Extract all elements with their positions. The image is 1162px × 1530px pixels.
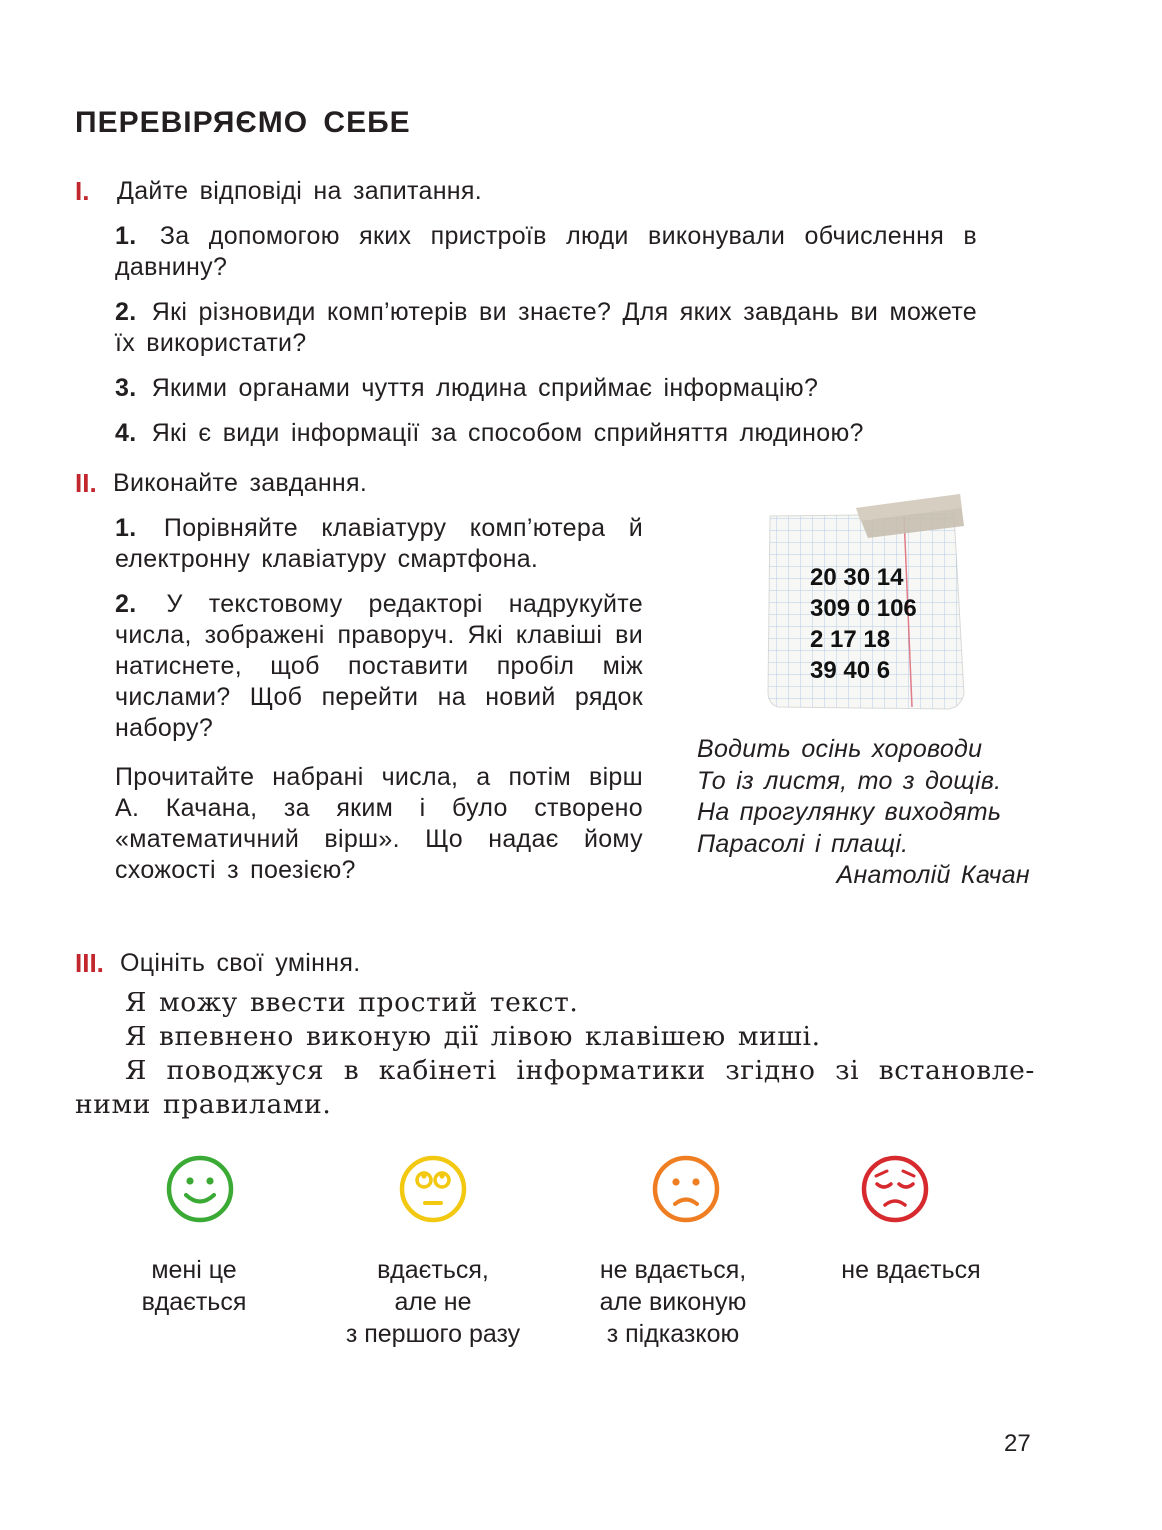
caption-line: вдається, — [377, 1256, 489, 1284]
caption-line: з підказкою — [606, 1320, 740, 1348]
caption-line: але не — [394, 1288, 472, 1316]
caption-line: вдається — [141, 1288, 247, 1316]
poem-line: На прогулянку виходять — [697, 798, 1002, 826]
happy-face-icon — [165, 1154, 235, 1224]
question-4 — [115, 418, 1015, 449]
question-number: 1. — [115, 222, 137, 250]
section-2-number: II. — [75, 468, 97, 498]
poem-author: Анатолій Качан — [836, 861, 1030, 889]
number-row: 39 40 6 — [810, 657, 891, 684]
number-row: 309 0 106 — [810, 595, 917, 622]
task-number: 1. — [115, 514, 137, 542]
page-number: 27 — [1004, 1430, 1031, 1457]
caption-line: не вдається — [841, 1256, 981, 1284]
question-text: За допомогою яких пристроїв люди виконували обчислення в давнину? — [115, 222, 977, 281]
sad-face-icon — [651, 1154, 721, 1224]
question-1 — [115, 221, 977, 283]
page-title: ПЕРЕВІРЯЄМО СЕБЕ — [75, 106, 411, 139]
question-number: 3. — [115, 374, 137, 402]
question-3 — [115, 373, 1015, 404]
caption-line: мені це — [151, 1256, 237, 1284]
task-number: 2. — [115, 590, 137, 618]
rating-caption-3 — [563, 1254, 783, 1350]
number-row: 20 30 14 — [810, 564, 904, 591]
rating-caption-4 — [801, 1254, 1021, 1286]
eyes-up-face-icon — [398, 1154, 468, 1224]
task-followup — [115, 762, 643, 886]
question-number: 2. — [115, 298, 137, 326]
task-2 — [115, 589, 643, 744]
question-text: Які різновиди комп’ютерів ви знаєте? Для яких завдань ви можете їх використати? — [115, 298, 977, 357]
caption-line: але виконую — [599, 1288, 747, 1316]
question-2 — [115, 297, 977, 359]
poem-line: Парасолі і плащі. — [697, 829, 909, 858]
poem — [697, 734, 1037, 892]
caption-line: з першого разу — [345, 1320, 521, 1348]
task-text: У текстовому редакторі надрукуйте числа, зображені праворуч. Які клавіші ви натиснете, щоб поставити пробіл між числами? Щоб перейти на новий рядок набору? — [115, 590, 643, 742]
statement: Я можу ввести простий текст. — [125, 987, 579, 1018]
upset-face-icon — [860, 1154, 930, 1224]
section-1-number: I. — [75, 176, 90, 206]
rating-caption-2 — [323, 1254, 543, 1350]
number-row: 2 17 18 — [810, 626, 891, 653]
poem-line: Водить осінь хороводи — [697, 735, 983, 763]
section-3-number: III. — [75, 948, 104, 978]
section-1-title: Дайте відповіді на запитання. — [117, 177, 482, 205]
statement: Я впевнено виконую дії лівою клавішею миші. — [125, 1021, 821, 1052]
rating-caption-1 — [84, 1254, 304, 1318]
caption-line: не вдається, — [599, 1256, 747, 1284]
question-text: Які є види інформації за способом сприйняття людиною? — [151, 419, 864, 447]
self-assessment-statements — [75, 986, 1035, 1122]
followup-text: Прочитайте набрані числа, а потім вірш А. Качана, за яким і було створено «математичний вірш». Що надає йому схожості з поезією? — [115, 763, 643, 884]
task-1 — [115, 513, 643, 575]
statement-continuation: ними правилами. — [75, 1089, 332, 1120]
question-number: 4. — [115, 419, 137, 447]
notepaper-numbers — [810, 562, 917, 686]
statement: Я поводжуся в кабінеті інформатики згідно зі встановле- — [125, 1055, 1035, 1086]
task-text: Порівняйте клавіатуру комп’ютера й електронну клавіатуру смартфона. — [115, 514, 644, 573]
poem-line: То із листя, то з дощів. — [697, 766, 1002, 795]
section-2-title: Виконайте завдання. — [113, 469, 368, 497]
question-text: Якими органами чуття людина сприймає інформацію? — [151, 374, 819, 402]
section-3-title: Оцініть свої уміння. — [120, 949, 361, 977]
